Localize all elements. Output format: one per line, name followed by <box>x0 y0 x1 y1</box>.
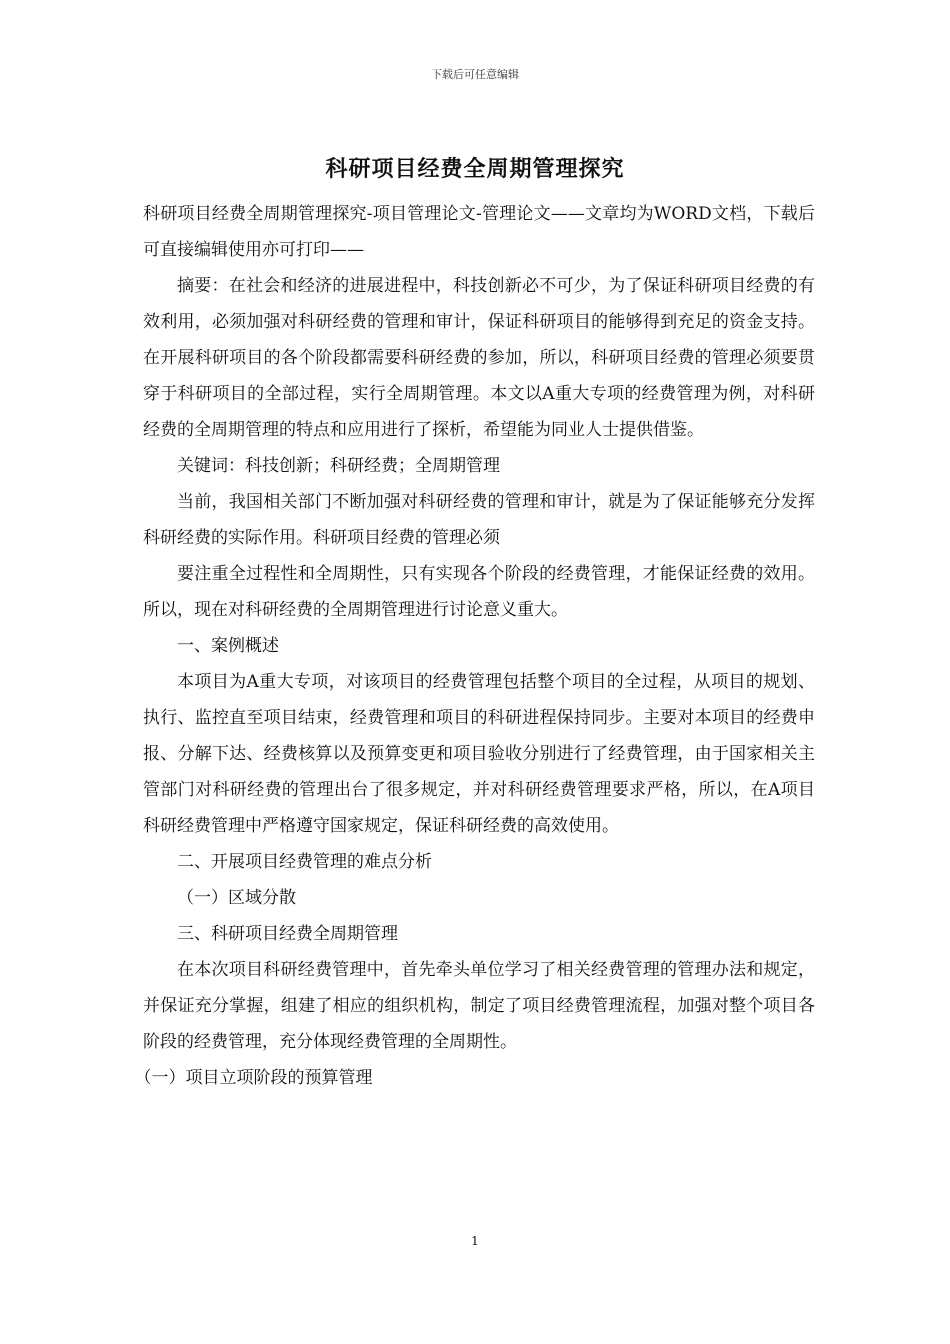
body-paragraph: 在本次项目科研经费管理中，首先牵头单位学习了相关经费管理的管理办法和规定，并保证充分掌握，组建了相应的组织机构，制定了项目经费管理流程，加强对整个项目各阶段的经费管理，充分体现经费管理的全周期性。 <box>143 960 815 1052</box>
page-number: 1 <box>471 1234 479 1248</box>
document-title: 科研项目经费全周期管理探究 <box>325 156 625 182</box>
subsection-heading: （一）项目立项阶段的预算管理 <box>134 1068 373 1088</box>
document-body <box>134 196 815 1096</box>
body-paragraph: 要注重全过程性和全周期性，只有实现各个阶段的经费管理，才能保证经费的效用。所以，现在对科研经费的全周期管理进行讨论意义重大。 <box>143 564 815 620</box>
body-paragraph: 当前，我国相关部门不断加强对科研经费的管理和审计，就是为了保证能够充分发挥科研经费的实际作用。科研项目经费的管理必须 <box>143 492 815 548</box>
page-header-note: 下载后可任意编辑 <box>431 68 519 81</box>
section-heading-3: 三、科研项目经费全周期管理 <box>177 924 398 944</box>
intro-paragraph: 科研项目经费全周期管理探究-项目管理论文-管理论文——文章均为WORD文档，下载后可直接编辑使用亦可打印—— <box>143 204 815 260</box>
keywords-paragraph: 关键词：科技创新；科研经费；全周期管理 <box>177 456 500 476</box>
section-heading-2: 二、开展项目经费管理的难点分析 <box>177 852 432 872</box>
body-paragraph: 本项目为A重大专项，对该项目的经费管理包括整个项目的全过程，从项目的规划、执行、监控直至项目结束，经费管理和项目的科研进程保持同步。主要对本项目的经费申报、分解下达、经费核算以及预算变更和项目验收分别进行了经费管理，由于国家相关主管部门对科研经费的管理出台了很多规定，并对科研经费管理要求严格，所以，在A项目科研经费管理中严格遵守国家规定，保证科研经费的高效使用。 <box>143 672 815 836</box>
subsection-heading: （一）区域分散 <box>177 888 296 908</box>
section-heading-1: 一、案例概述 <box>177 636 279 656</box>
abstract-paragraph: 摘要：在社会和经济的进展进程中，科技创新必不可少，为了保证科研项目经费的有效利用，必须加强对科研经费的管理和审计，保证科研项目的能够得到充足的资金支持。在开展科研项目的各个阶段都需要科研经费的参加，所以，科研项目经费的管理必须要贯穿于科研项目的全部过程，实行全周期管理。本文以A重大专项的经费管理为例，对科研经费的全周期管理的特点和应用进行了探析，希望能为同业人士提供借鉴。 <box>143 276 815 440</box>
